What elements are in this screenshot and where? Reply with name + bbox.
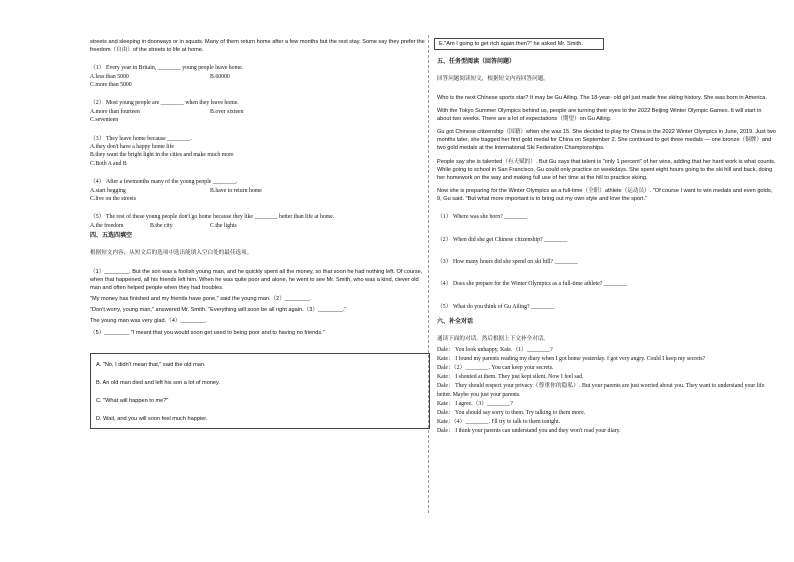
passage-paragraph: Gu got Chinese citizenship（国籍）when she was 15. She decided to play for China in the 2022 Winter Olympics in June, 2019. Just two months later, she bagged her first gold medal for China on September 2. She continued to get three medals — one bronze（铜牌）and two gold medals at the International Ski Federation Championships. xyxy=(437,129,776,152)
box-option-a: A. "No, I didn't mean that," said the old man. xyxy=(96,361,206,368)
option-c[interactable]: C.Both A and B xyxy=(90,160,127,167)
dialogue-line: Kate： I shouted at them. They just kept silent. Now I feel sad. xyxy=(437,373,584,380)
left-column xyxy=(90,38,430,429)
question-stem: （3） How many hours did she spend on ski hill? ________ xyxy=(437,258,578,265)
question-stem: （3） They leave home because ________. xyxy=(90,135,192,142)
question-item xyxy=(90,64,430,89)
question-stem: （4） After a fewmonths many of the young people ________. xyxy=(90,179,238,186)
option-a[interactable]: A.more than fourteen xyxy=(90,108,140,115)
question-stem: （4） Does she prepare for the Winter Olympics as a full-time athlete? ________ xyxy=(437,281,627,288)
dialogue-line: Dale： You should say sorry to them. Try talking to them more. xyxy=(437,409,586,416)
passage-paragraph: （5）________ "I meant that you would soon get used to being poor and to having no friends." xyxy=(90,329,325,336)
option-c[interactable]: C.more than 5000 xyxy=(90,82,132,88)
option-row xyxy=(90,222,430,230)
option-a[interactable]: A.the freedom xyxy=(90,222,124,229)
box-option-c: C. "What will happen to me?" xyxy=(96,397,169,404)
question-stem: （1） Every year in Britain, ________ young people leave home. xyxy=(90,65,244,72)
option-a[interactable]: A.less than 5000 xyxy=(90,73,129,80)
option-b[interactable]: B.60000 xyxy=(210,73,230,80)
right-column xyxy=(437,38,777,436)
section-six-instruction: 通读下面的对话，然后根据上下文补全对话。 xyxy=(437,335,549,342)
question-item xyxy=(90,99,430,124)
box-option-b: B. An old man died and left his son a lot of money. xyxy=(96,379,220,386)
dialogue-line: Dale：（2）________. You can keep your secrets. xyxy=(437,364,554,371)
passage-paragraph: Now she is preparing for the Winter Olympics as a full-time（全职）athlete（运动员）. "Of course I want to win medals and even golds, 9, Gu said. "But what more important is to bring out my own style and love the sport." xyxy=(437,187,773,202)
section-six-title: 六、补全对话 xyxy=(437,319,474,326)
question-list xyxy=(90,64,430,230)
question-stem: （2） When did she get Chinese citizenship? ________ xyxy=(437,236,568,243)
passage-intro: streets and sleeping in doorways or in squats. Many of them return home after a few months but the rest stay. Some say they prefer the freedom（自由）of the streets to life at home. xyxy=(90,39,425,54)
option-c[interactable]: C.the lights xyxy=(210,222,237,229)
question-item xyxy=(90,213,430,230)
question-item xyxy=(90,178,430,203)
passage-paragraph: With the Tokyo Summer Olympics behind us, people are turning their eyes to the 2022 Beijing Winter Olympic Games. It will start in about two weeks. There are a lot of expectations（期望）on Gu Ailing. xyxy=(437,108,762,123)
question-stem: （5） The rest of these young people don't go home because they like ________ better than life at home. xyxy=(90,214,335,221)
option-row xyxy=(90,187,430,195)
dialogue-line: Dale： You look unhappy, Kate.（1）________? xyxy=(437,346,553,353)
passage-paragraph: "My money has finished and my friends have gone," said the young man.（2）________. xyxy=(90,296,312,303)
dialogue-line: Kate： I agree.（3）________? xyxy=(437,400,513,407)
option-b[interactable]: B.have to return home xyxy=(210,187,262,194)
options-box xyxy=(90,353,430,429)
question-item xyxy=(90,135,430,169)
box-option-d: D. Wait, and you will soon feel much happier. xyxy=(96,415,208,422)
question-stem: （5） What do you think of Gu Ailing? ________ xyxy=(437,303,555,310)
answer-questions xyxy=(437,213,777,311)
options-box-continued xyxy=(434,38,604,50)
dialogue xyxy=(437,346,777,436)
option-c[interactable]: C.live on the streets xyxy=(90,195,137,202)
option-row xyxy=(90,108,430,116)
passage-paragraph: "Don't worry, young man," answered Mr. Smith. "Everything will soon be all right again.（3）________." xyxy=(90,307,347,314)
dialogue-line: Kate：（4）________. I'll try to talk to them tonight. xyxy=(437,418,560,425)
option-c[interactable]: C.seventeen xyxy=(90,117,119,124)
passage-paragraph: People say she is talented（有天赋的）. But Gu says that talent is "only 1 percent" of her wins, adding that her hard work is what counts. While going to school in San Francisco, Gu could only practice on weekdays. She spent eight hours going to the ski hill and back, doing her homework on the way and making full use of her time at the hill to practice skiing. xyxy=(437,158,776,181)
section-four-instruction: 根据短文内容，从短文后的选项中选出能填入空白处的最佳选项。 xyxy=(90,249,253,256)
passage-paragraph: Who is the next Chinese sports star? It may be Gu Ailing. The 18-year- old girl just made free skiing history. She was born in America. xyxy=(437,94,767,101)
section-five-title: 五、任务型阅读（回答问题） xyxy=(437,59,516,66)
option-a[interactable]: A.start begging xyxy=(90,187,126,194)
dialogue-line: Kate： I found my parents reading my diary when I got home yesterday. I got very angry. Could I keep my secrets? xyxy=(437,355,706,362)
box-option-e: E."Am I going to get rich again then?" he asked Mr. Smith. xyxy=(439,41,583,47)
dialogue-line: Dale： I think your parents can understand you and they won't read your diary. xyxy=(437,427,621,434)
option-b[interactable]: B.they want the bright light in the cities and make much more xyxy=(90,152,234,159)
passage-paragraph: （1）________. But the son was a foolish young man, and he quickly spent all the money, so that soon he had nothing left. Of course, when that happened, all his friends left him. When he was quite poor and alone, he went to see Mr. Smith, who was a kind, clever old man and often helped people when they had troubles. xyxy=(90,268,423,292)
option-a[interactable]: A.they don't have a happy home life xyxy=(90,143,174,150)
question-stem: （1） Where was she born? ________ xyxy=(437,214,528,221)
dialogue-line: Dale： They should respect your privacy（尊重你的隐私）. But your parents are just worried about you. They want to understand your life better. Maybe you just your parents. xyxy=(437,382,765,398)
option-b[interactable]: B.over sixteen xyxy=(210,108,244,115)
passage-paragraph: The young man was very glad.（4）________. xyxy=(90,318,207,325)
option-b[interactable]: B.the city xyxy=(150,222,173,229)
section-five-instruction: 回答问题阅读短文，根据短文内容回答问题。 xyxy=(437,75,549,82)
section-four-title: 四、五选四填空 xyxy=(90,233,133,240)
option-row xyxy=(90,73,430,81)
question-stem: （2） Most young people are ________ when they leave home. xyxy=(90,100,239,107)
